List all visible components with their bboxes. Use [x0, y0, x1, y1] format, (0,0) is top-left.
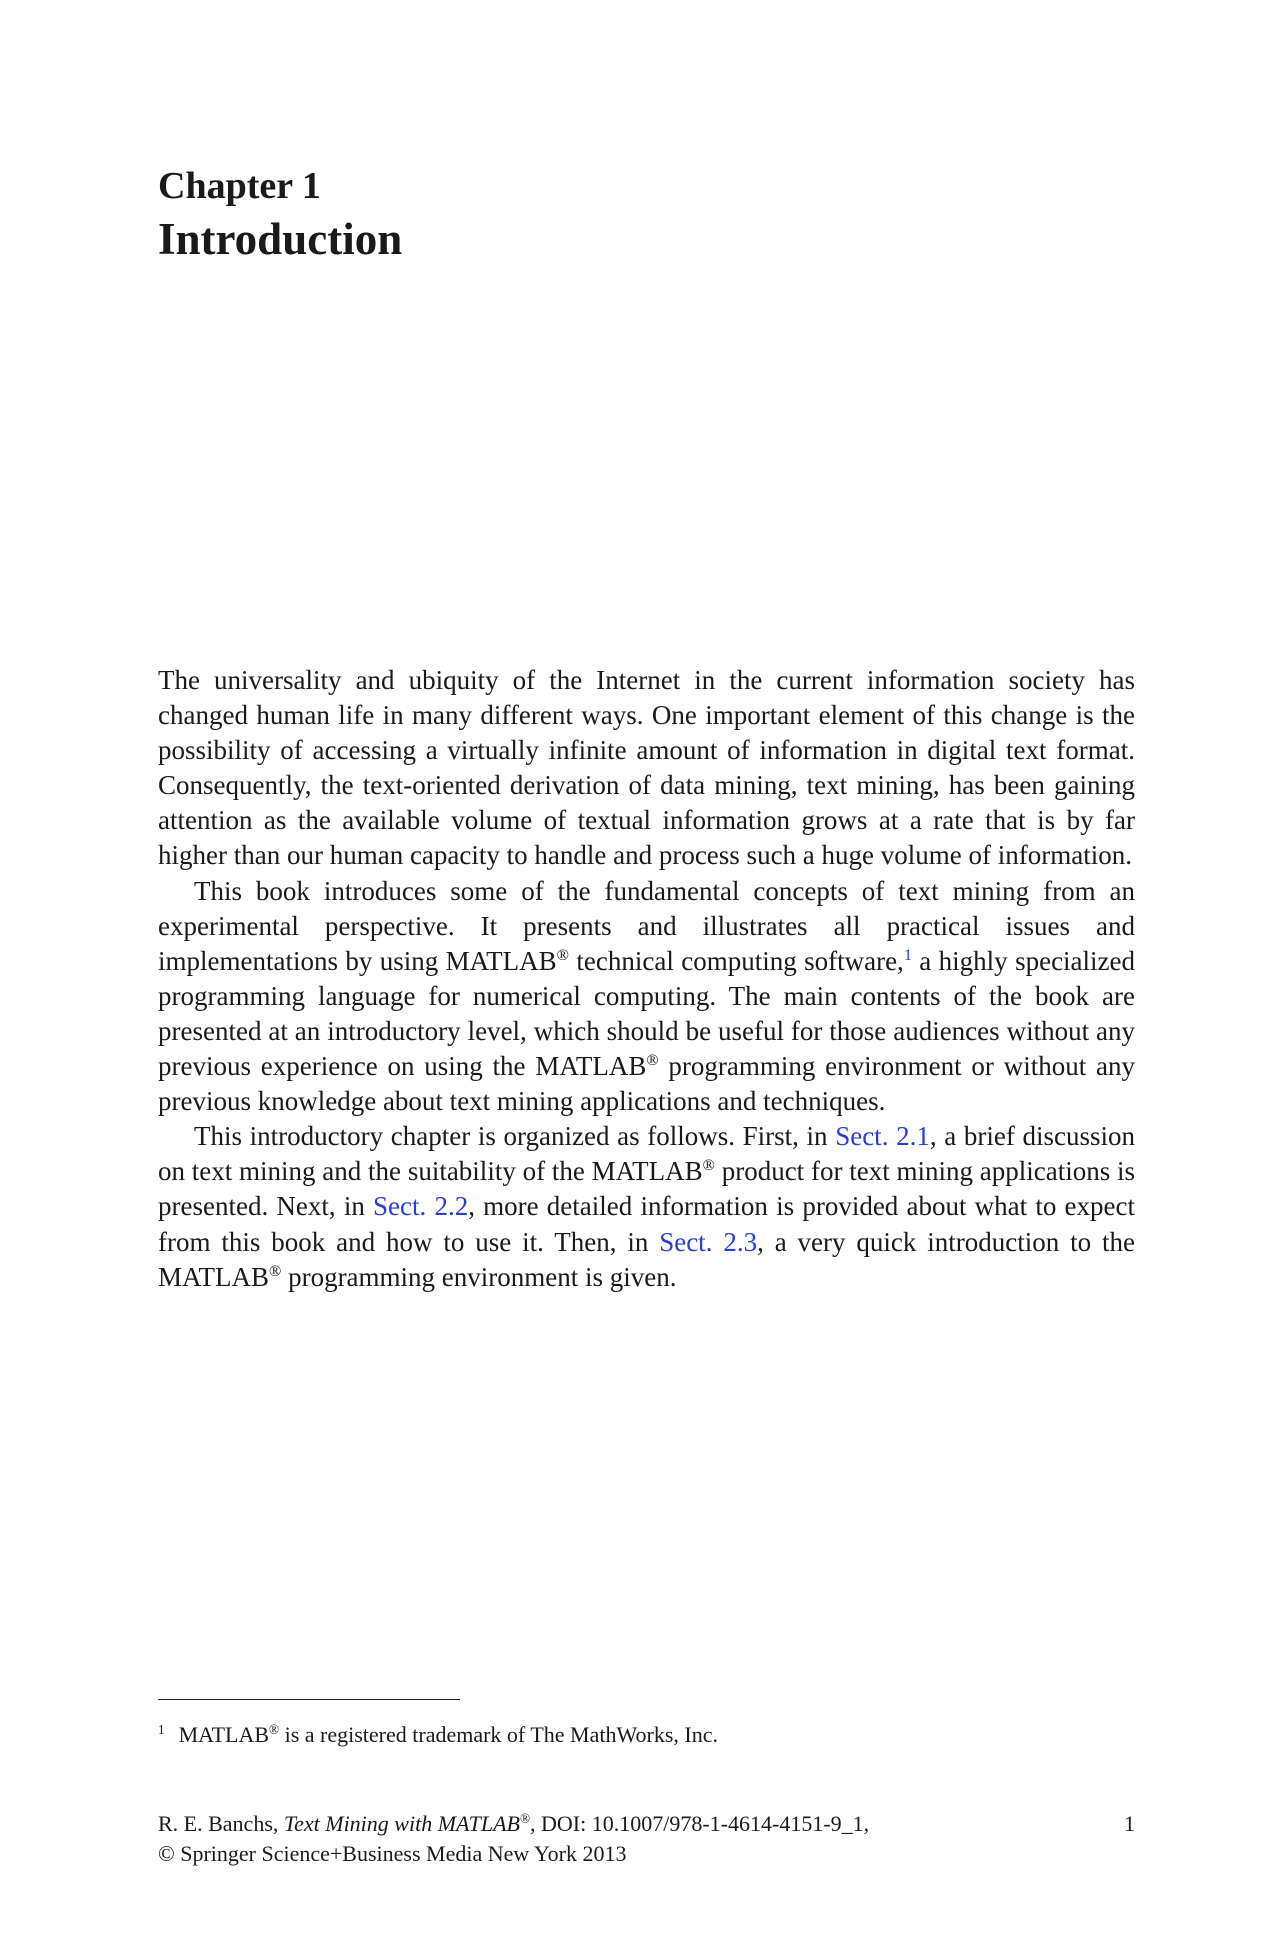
paragraph-3-text-f: programming environment is given. — [281, 1261, 677, 1292]
footnote-ref-link[interactable]: 1 — [903, 945, 912, 964]
registered-mark: ® — [646, 1051, 659, 1069]
footnote — [158, 1720, 718, 1750]
footnote-text-b: is a registered trademark of The MathWorks, Inc. — [279, 1722, 718, 1747]
paragraph-3-text-c: product for text mining applications is presented. Next, in — [158, 1156, 1135, 1222]
paragraph-3-text-a: This introductory chapter is organized as follows. First, in — [194, 1121, 836, 1152]
paragraph-2-text-b: technical computing software, — [568, 945, 904, 976]
paragraph-3-text-b: , a brief discussion on text mining and the suitability of the MATLAB — [158, 1121, 1135, 1187]
registered-mark: ® — [702, 1156, 715, 1175]
imprint-copyright: © Springer Science+Business Media New York 2013 — [158, 1841, 627, 1866]
imprint-author: R. E. Banchs, — [158, 1811, 284, 1836]
paragraph-2-text-c: a highly specialized programming language for numerical computing. The main contents of the book are presented at an introductory level, which should be useful for those audiences without any previous experience on using the MATLAB — [158, 945, 1136, 1082]
chapter-label: Chapter 1 — [158, 165, 321, 207]
paragraph-1: The universality and ubiquity of the Internet in the current information society has changed human life in many different ways. One important element of this change is the possibility of accessing a virtually infinite amount of information in digital text format. Consequently, the text-oriented derivation of data mining, text mining, has been gaining attention as the available volume of textual information grows at a rate that is by far higher than our human capacity to handle and process such a huge volume of information. — [158, 665, 1135, 871]
footnote-mark: 1 — [158, 1721, 165, 1737]
footnote-divider — [158, 1699, 460, 1700]
paragraph-2 — [158, 874, 1135, 1120]
section-link-2-2[interactable]: Sect. 2.2 — [373, 1191, 469, 1222]
paragraph-3-text-d: , more detailed information is provided about what to expect from this book and how to use it. Then, in — [158, 1191, 1135, 1257]
imprint-doi: , DOI: 10.1007/978-1-4614-4151-9_1, — [530, 1811, 870, 1836]
paragraph-3-text-e: , a very quick introduction to the MATLAB — [158, 1226, 1135, 1292]
paragraph-2-text-d: programming environment or without any previous knowledge about text mining applications and techniques. — [158, 1051, 1135, 1117]
imprint-citation — [158, 1809, 1135, 1839]
paragraph-3 — [158, 1119, 1135, 1294]
footnote-text-a: MATLAB — [178, 1722, 270, 1747]
registered-mark: ® — [556, 945, 569, 964]
imprint — [158, 1809, 1135, 1869]
page-number: 1 — [1124, 1811, 1135, 1836]
section-link-2-3[interactable]: Sect. 2.3 — [659, 1226, 758, 1257]
body-text — [158, 663, 1135, 1295]
imprint-book-title: Text Mining with MATLAB — [283, 1811, 520, 1836]
registered-mark: ® — [269, 1721, 280, 1737]
registered-mark: ® — [520, 1810, 531, 1826]
registered-mark: ® — [269, 1261, 282, 1280]
section-link-2-1[interactable]: Sect. 2.1 — [835, 1121, 930, 1152]
chapter-title: Introduction — [158, 214, 403, 264]
paragraph-2-text-a: This book introduces some of the fundamental concepts of text mining from an experimental perspective. It presents and illustrates all practical issues and implementations by using MATLAB — [158, 875, 1135, 976]
